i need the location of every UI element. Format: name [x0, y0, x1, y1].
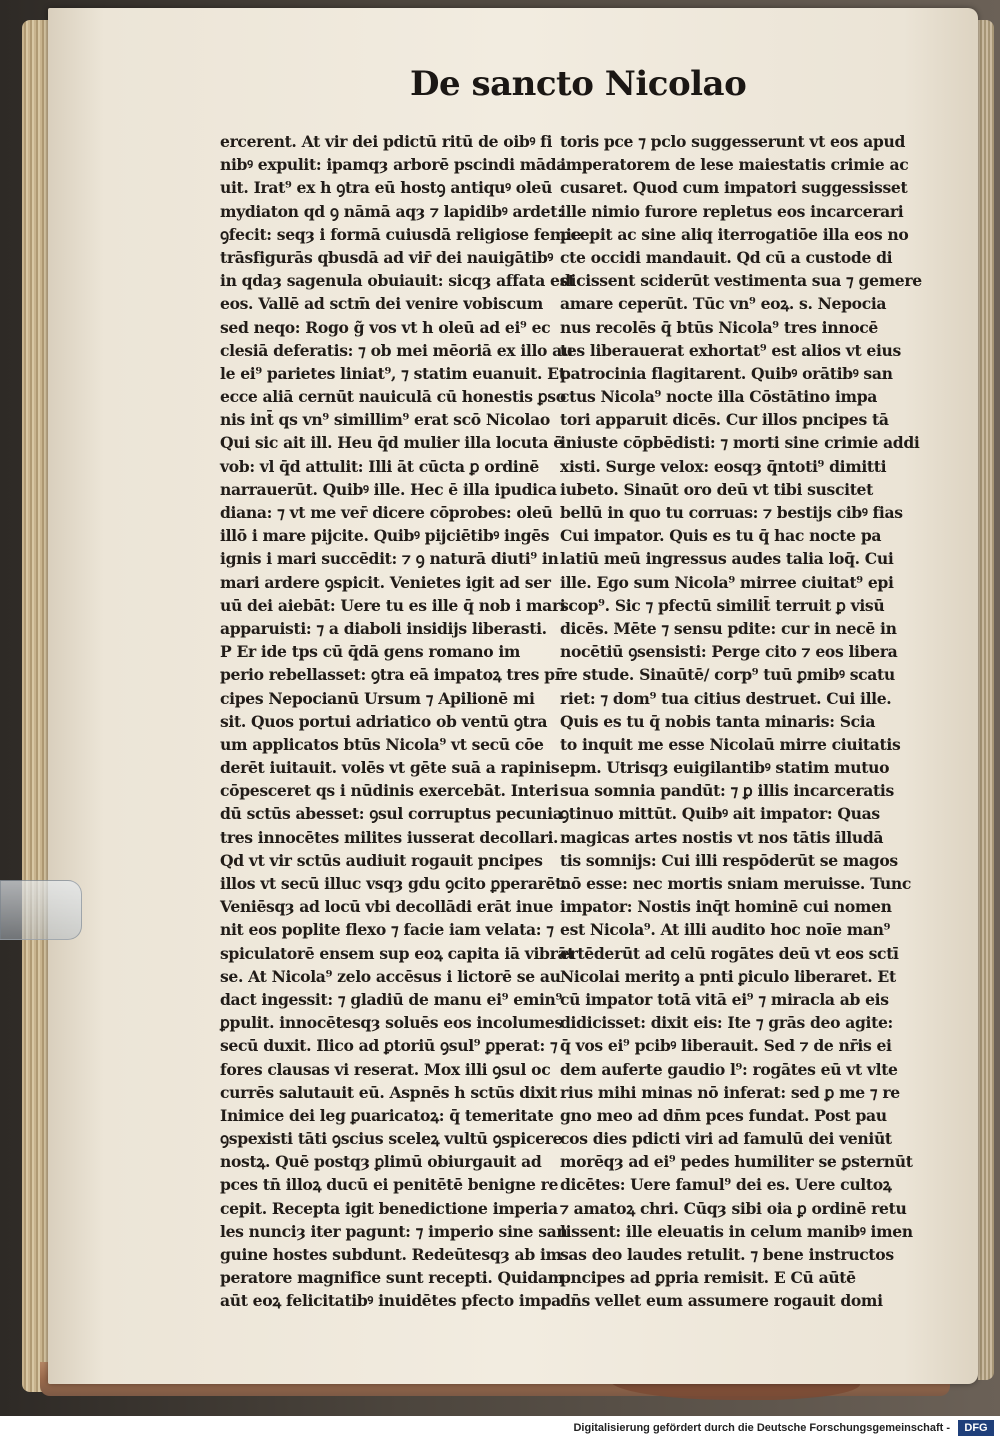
text-line: sas deo laudes retulit. ⁊ bene instructos: [560, 1245, 894, 1264]
text-line: tes liberauerat exhortat⁹ est alios vt eius: [560, 340, 901, 360]
text-line: uit. Irat⁹ ex h ꝯtra eū hostꝯ antiquꝰ oleū: [220, 178, 552, 198]
text-line: spiculatorē ensem sup eoꝝ capita iā vibrāt: [220, 943, 575, 963]
text-line: nis int̄ qs vn⁹ simillim⁹ erat scō Nicolao: [220, 410, 550, 430]
text-line: dem auferte gaudio l⁹: rogātes eū vt vlte: [560, 1059, 898, 1079]
text-line: cusaret. Quod cum impatori suggessisset: [560, 178, 908, 198]
text-line: magicas artes nostis vt nos tātis illudā: [560, 827, 884, 847]
text-line: fores clausas vi reserat. Mox illi ꝯsul oc: [220, 1059, 551, 1079]
text-line: amare ceperūt. Tūc vn⁹ eoꝝ. s. Nepocia: [560, 294, 887, 314]
text-line: les nunciȝ iter pagunt: ⁊ imperio sine san: [220, 1221, 568, 1241]
text-line: sit. Quos portui adriatico ob ventū ꝯtra: [220, 711, 548, 731]
text-line: scop⁹. Sic ⁊ pfectū similit̄ terruit ꝑ visū: [560, 595, 885, 615]
text-line: xisti. Surge velox: eosqȝ q̄ntoti⁹ dimitti: [560, 456, 887, 476]
text-line: ꝑpulit. innocētesqȝ soluēs eos incolumes: [220, 1013, 563, 1033]
text-line: nostꝝ. Quē postqȝ ꝑlimū obiurgauit ad: [220, 1152, 542, 1172]
text-line: uū dei aiebāt: Uere tu es ille q̄ nob i mari: [220, 595, 566, 615]
text-line: se. At Nicola⁹ zelo accēsus i lictorē se au: [220, 966, 561, 986]
text-line: apparuisti: ⁊ a diaboli insidijs liberasti.: [220, 618, 547, 638]
text-line: sed neqo: Rogo g̃ vos vt h oleū ad ei⁹ ec: [220, 317, 551, 337]
text-line: tres innocētes milites iusserat decollari.: [220, 827, 559, 847]
text-line: nit eos poplite flexo ⁊ facie iam velata: ⁊: [220, 920, 554, 940]
text-line: pcepit ac sine aliq iterrogatiōe illa eos no: [560, 224, 909, 244]
text-line: Qui sic ait ill. Heu q̄d mulier illa locuta ē: [220, 433, 563, 453]
text-line: pncipes ad ꝑpria remisit. E Cū aūtē: [560, 1268, 856, 1288]
text-line: riet: ⁊ dom⁹ tua citius destruet. Cui ille.: [560, 688, 892, 708]
book-page-edges-right: [978, 20, 994, 1380]
text-line: patrocinia flagitarent. Quibꝰ orātibꝰ san: [560, 363, 893, 383]
text-line: tori apparuit dicēs. Cur illos pncipes tā: [560, 410, 889, 430]
text-line: ꝯspexisti tāti ꝯscius sceleꝝ vultū ꝯspicere: [220, 1129, 563, 1149]
text-line: trāsfigurās qbusdā ad vir̄ dei nauigātibꝰ: [220, 247, 554, 267]
text-line: dn̄s vellet eum assumere rogauit domi: [560, 1291, 883, 1311]
text-line: ꝯtinuo mittūt. Quibꝰ ait impator: Quas: [560, 804, 880, 824]
text-line: Qd vt vir sctūs audiuit rogauit pncipes: [220, 850, 543, 870]
text-line: cos dies pdicti viri ad famulū dei veniūt: [560, 1129, 892, 1149]
text-line: P Er ide tps cū q̄dā gens romano im: [220, 642, 521, 662]
text-line: ille. Ego sum Nicola⁹ mirree ciuitat⁹ epi: [560, 572, 894, 592]
footer-bar: [0, 1416, 1000, 1441]
text-line: lissent: ille eleuatis in celum manibꝰ imen: [560, 1221, 913, 1241]
text-line: diana: ⁊ vt me ver̄ dicere cōprobes: oleū: [220, 503, 553, 522]
text-line: dū sctūs abesset: ꝯsul corruptus pecunia: [220, 804, 563, 824]
text-line: dicissent sciderūt vestimenta sua ⁊ gemere: [560, 271, 922, 291]
dfg-logo: DFG: [958, 1420, 994, 1436]
text-line: rius mihi minas nō inferat: sed ꝑ me ⁊ re: [560, 1082, 900, 1102]
text-line: nocētiū ꝯsensisti: Perge cito ⁊ eos libera: [560, 642, 898, 662]
text-line: dact ingessit: ⁊ gladiū de manu ei⁹ emin⁹: [220, 989, 563, 1009]
text-line: Cui impator. Quis es tu q̄ hac nocte pa: [560, 526, 882, 546]
text-line: derēt iuitauit. volēs vt gēte suā a rapinis: [220, 758, 560, 778]
text-line: ertēderūt ad celū rogātes deū vt eos sctī: [560, 943, 899, 963]
text-line: aūt eoꝝ felicitatibꝰ inuidētes pfecto impa: [220, 1291, 561, 1311]
text-column-left: [220, 130, 582, 1313]
page-heading: De sancto Nicolao: [410, 64, 747, 104]
text-line: eos. Vallē ad sctm̄ dei venire vobiscum: [220, 294, 543, 314]
text-line: le ei⁹ parietes liniat⁹, ⁊ statim euanuit. Et: [220, 363, 566, 383]
text-line: illō i mare pijcite. Quibꝰ pijciētibꝰ ingēs: [220, 526, 550, 546]
text-line: currēs salutauit eū. Aspnēs h sctūs dixit: [220, 1082, 557, 1102]
text-line: cōpesceret qs i nūdinis exercebāt. Interi: [220, 781, 559, 801]
text-line: bellū in quo tu corruas: ⁊ bestijs cibꝰ fias: [560, 503, 903, 522]
text-line: mari ardere ꝯspicit. Venietes igit ad ser: [220, 572, 551, 592]
text-column-right: [560, 130, 922, 1313]
text-line: Veniēsqȝ ad locū vbi decollādi erāt inue: [220, 897, 554, 917]
text-line: illos vt secū illuc vsqȝ gdu ꝯcito ꝑperarēt.: [220, 874, 567, 893]
text-line: ille nimio furore repletus eos incarcerari: [560, 201, 904, 221]
text-line: ꝯfecit: seqȝ i formā cuiusdā religiose femie: [220, 224, 582, 244]
text-line: est Nicola⁹. At illi audito hoc noīe man⁹: [560, 920, 891, 940]
text-line: narrauerūt. Quibꝰ ille. Hec ē illa ipudica: [220, 479, 557, 499]
text-line: ercerent. At vir dei pdictū ritū de oibꝰ fi: [220, 132, 553, 151]
text-line: um applicatos btūs Nicola⁹ vt secū cōe: [220, 734, 544, 754]
text-line: perio rebellasset: ꝯtra eā impatoꝝ tres pn̄: [220, 665, 566, 685]
text-line: cepit. Recepta igit benedictione imperia: [220, 1198, 558, 1218]
text-line: nō esse: nec mortis sniam meruisse. Tunc: [560, 874, 912, 893]
text-line: latiū meū ingressus audes talia loq̄. Cui: [560, 549, 894, 569]
text-line: cte occidi mandauit. Qd cū a custode di: [560, 247, 893, 267]
text-line: impator: Nostis inq̄t hominē cui nomen: [560, 897, 892, 917]
text-line: re stude. Sinaūtē/ corp⁹ tuū ꝑmibꝰ scatu: [560, 665, 895, 685]
text-line: imperatorem de lese maiestatis crimie ac: [560, 155, 909, 175]
text-line: dicētes: Uere famul⁹ dei es. Uere cultoꝝ: [560, 1175, 892, 1195]
text-line: mydiaton qd ꝯ nāmā aqȝ ⁊ lapidibꝰ ardet:: [220, 201, 563, 221]
text-line: didicisset: dixit eis: Ite ⁊ grās deo agite:: [560, 1013, 893, 1033]
text-line: ecce aliā cernūt nauiculā cū honestis ꝑso: [220, 387, 566, 407]
bookmark-clip: [0, 880, 82, 940]
text-line: in qdaȝ sagenula obuiauit: sicqȝ affata est: [220, 271, 575, 291]
text-line: guine hostes subdunt. Redeūtesqȝ ab im: [220, 1245, 562, 1264]
text-line: morēqȝ ad ei⁹ pedes humiliter se ꝑsternūt: [560, 1152, 913, 1172]
text-line: q̄ vos ei⁹ pcibꝰ liberauit. Sed ⁊ de nr̄is ei: [560, 1036, 892, 1056]
text-line: nibꝰ expulit: ipamqȝ arborē pscindi māda: [220, 155, 566, 175]
text-line: peratore magnifice sunt recepti. Quidam: [220, 1268, 564, 1288]
text-line: ⁊ amatoꝝ chri. Cūqȝ sibi oia ꝑ ordinē retu: [560, 1198, 907, 1218]
text-line: epm. Utrisqȝ euigilantibꝰ statim mutuo: [560, 758, 890, 778]
funding-note: Digitalisierung gefördert durch die Deutsche Forschungsgemeinschaft -: [573, 1422, 950, 1434]
text-line: iubeto. Sinaūt oro deū vt tibi suscitet: [560, 479, 873, 499]
text-line: cipes Nepocianū Ursum ⁊ Apilionē mi: [220, 688, 535, 708]
text-line: cū impator totā vitā ei⁹ ⁊ miracla ab eis: [560, 989, 889, 1009]
text-line: ctus Nicola⁹ nocte illa Cōstātino impa: [560, 387, 878, 407]
text-line: clesiā deferatis: ⁊ ob mei mēoriā ex illo au: [220, 340, 573, 360]
text-line: ignis i mari succēdit: ⁊ ꝯ naturā diuti⁹ in: [220, 549, 559, 569]
text-line: nus recolēs q̄ btūs Nicola⁹ tres innocē: [560, 317, 878, 337]
text-line: sua somnia pandūt: ⁊ ꝑ illis incarceratis: [560, 781, 894, 801]
text-line: vob: vl q̄d attulit: Illi āt cūcta ꝑ ordinē: [220, 456, 539, 476]
text-line: Quis es tu q̄ nobis tanta minaris: Scia: [560, 711, 876, 731]
text-line: tis somnijs: Cui illi respōderūt se magos: [560, 850, 898, 870]
text-line: iniuste cōpbēdisti: ⁊ morti sine crimie addi: [560, 433, 920, 453]
text-line: Inimice dei leg ꝑuaricatoꝝ: q̄ temeritate: [220, 1105, 554, 1125]
text-line: dicēs. Mēte ⁊ sensu pdite: cur in necē in: [560, 618, 897, 638]
text-line: to inquit me esse Nicolaū mirre ciuitatis: [560, 734, 901, 754]
text-line: toris pce ⁊ pclo suggesserunt vt eos apud: [560, 132, 905, 151]
text-line: gno meo ad dn̄m pces fundat. Post pau: [560, 1105, 887, 1125]
text-line: pces tn̄ illoꝝ ducū ei penitētē benigne re: [220, 1175, 559, 1195]
text-line: secū duxit. Ilico ad ꝑtoriū ꝯsul⁹ ꝑperat: ⁊: [220, 1036, 558, 1056]
text-line: Nicolai meritꝯ a pnti ꝑiculo liberaret. Et: [560, 966, 896, 986]
